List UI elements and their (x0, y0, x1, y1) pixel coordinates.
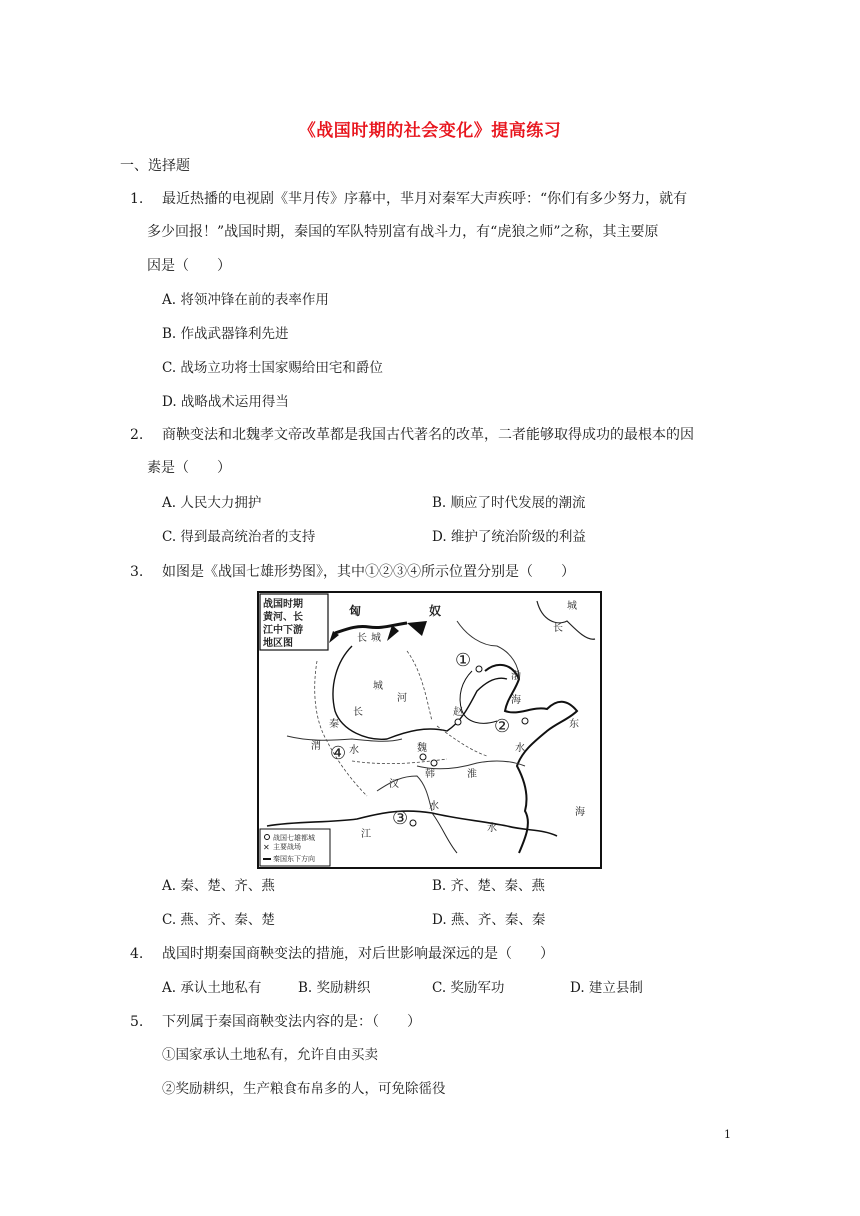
question-3-line-1: 如图是《战国七雄形势图》，其中①②③④所示位置分别是（ ） (162, 564, 575, 580)
question-1-line-2: 多少回报！”战国时期，秦国的军队特别富有战斗力，有“虎狼之师”之称，其主要原 (147, 224, 659, 240)
label-wall-west-1: 城 (373, 681, 383, 692)
label-great-wall-mid: 城 (371, 633, 381, 644)
label-xiongnu-2: 奴 (429, 604, 442, 618)
label-han-river: 汉 (389, 779, 399, 790)
label-wei-river-1: 渭 (311, 741, 321, 752)
label-east-sea-1: 东 (569, 719, 579, 730)
question-2-option-c[interactable]: C. 得到最高统治者的支持 (162, 529, 316, 545)
question-2-option-d[interactable]: D. 维护了统治阶级的利益 (432, 529, 586, 545)
question-4-option-d[interactable]: D. 建立县制 (570, 980, 643, 996)
label-east-sea-2: 海 (575, 807, 585, 818)
legend-direction: 秦国东下方向 (273, 855, 315, 863)
question-5-item-2: ②奖励耕织，生产粮食布帛多的人，可免除徭役 (162, 1081, 446, 1097)
label-wei: 魏 (417, 743, 427, 754)
question-5-item-1: ①国家承认土地私有，允许自由买卖 (162, 1047, 378, 1063)
question-4-number: 4. (130, 946, 144, 962)
question-1-option-b[interactable]: B. 作战武器锋利先进 (162, 326, 289, 342)
question-1-line-3: 因是（ ） (147, 258, 231, 274)
label-shui-2: 水 (429, 801, 439, 812)
question-3-option-c[interactable]: C. 燕、齐、秦、楚 (162, 912, 275, 928)
svg-text:✕: ✕ (263, 843, 270, 852)
question-3-number: 3. (130, 564, 144, 580)
warring-states-map (257, 591, 602, 869)
question-1-number: 1. (130, 191, 144, 207)
question-2-line-2: 素是（ ） (147, 460, 231, 476)
label-shui-3: 水 (487, 823, 497, 834)
map-marker-2: ② (494, 716, 511, 737)
question-3-option-d[interactable]: D. 燕、齐、秦、秦 (432, 912, 546, 928)
question-4-option-c[interactable]: C. 奖励军功 (432, 980, 505, 996)
map-marker-1: ① (455, 650, 472, 671)
question-2-option-a[interactable]: A. 人民大力拥护 (162, 495, 262, 511)
label-han: 韩 (425, 769, 435, 780)
question-1-option-a[interactable]: A. 将领冲锋在前的表率作用 (162, 292, 329, 308)
label-jiang: 江 (361, 829, 371, 840)
label-huai: 淮 (467, 769, 477, 780)
map-marker-4: ④ (330, 743, 347, 764)
map-marker-3: ③ (392, 808, 409, 829)
question-2-line-1: 商鞅变法和北魏孝文帝改革都是我国古代著名的改革，二者能够取得成功的最根本的因 (162, 427, 694, 443)
label-bohai-2: 海 (511, 695, 521, 706)
question-2-number: 2. (130, 427, 144, 443)
inset-label-2: 黄河、长 (263, 612, 303, 623)
label-great-wall-right-2: 城 (567, 601, 577, 612)
question-1-option-c[interactable]: C. 战场立功将士国家赐给田宅和爵位 (162, 360, 383, 376)
inset-label-4: 地区图 (263, 638, 293, 649)
label-qin: 秦 (329, 719, 339, 730)
label-great-wall-right-1: 长 (553, 623, 563, 634)
question-1-option-d[interactable]: D. 战略战术运用得当 (162, 394, 289, 410)
legend-battle: 主要战场 (273, 843, 301, 851)
label-wei-river-2: 水 (349, 745, 359, 756)
label-great-wall-left: 长 (357, 633, 367, 644)
question-5-line-1: 下列属于秦国商鞅变法内容的是：（ ） (162, 1014, 421, 1030)
question-3-option-b[interactable]: B. 齐、楚、秦、燕 (432, 878, 546, 894)
label-xiongnu-1: 匈 (349, 604, 362, 618)
label-zhao: 赵 (453, 707, 463, 718)
legend-capital: 战国七雄都城 (273, 834, 315, 842)
label-river-he: 河 (397, 693, 407, 704)
question-5-number: 5. (130, 1014, 144, 1030)
label-wall-west-2: 长 (353, 707, 363, 718)
page-number: 1 (724, 1128, 731, 1141)
inset-label-3: 江中下游 (263, 625, 303, 636)
page-title: 《战国时期的社会变化》提高练习 (298, 121, 562, 141)
question-2-option-b[interactable]: B. 顺应了时代发展的潮流 (432, 495, 586, 511)
question-4-option-a[interactable]: A. 承认土地私有 (162, 980, 262, 996)
label-bohai-1: 渤 (511, 671, 521, 682)
question-1-line-1: 最近热播的电视剧《芈月传》序幕中，芈月对秦军大声疾呼：“你们有多少努力，就有 (162, 191, 688, 207)
inset-label-1: 战国时期 (263, 599, 303, 610)
question-4-line-1: 战国时期秦国商鞅变法的措施，对后世影响最深远的是（ ） (162, 946, 554, 962)
question-3-option-a[interactable]: A. 秦、楚、齐、燕 (162, 878, 275, 894)
section-heading: 一、选择题 (120, 158, 190, 174)
question-4-option-b[interactable]: B. 奖励耕织 (298, 980, 371, 996)
label-shui-1: 水 (515, 743, 525, 754)
